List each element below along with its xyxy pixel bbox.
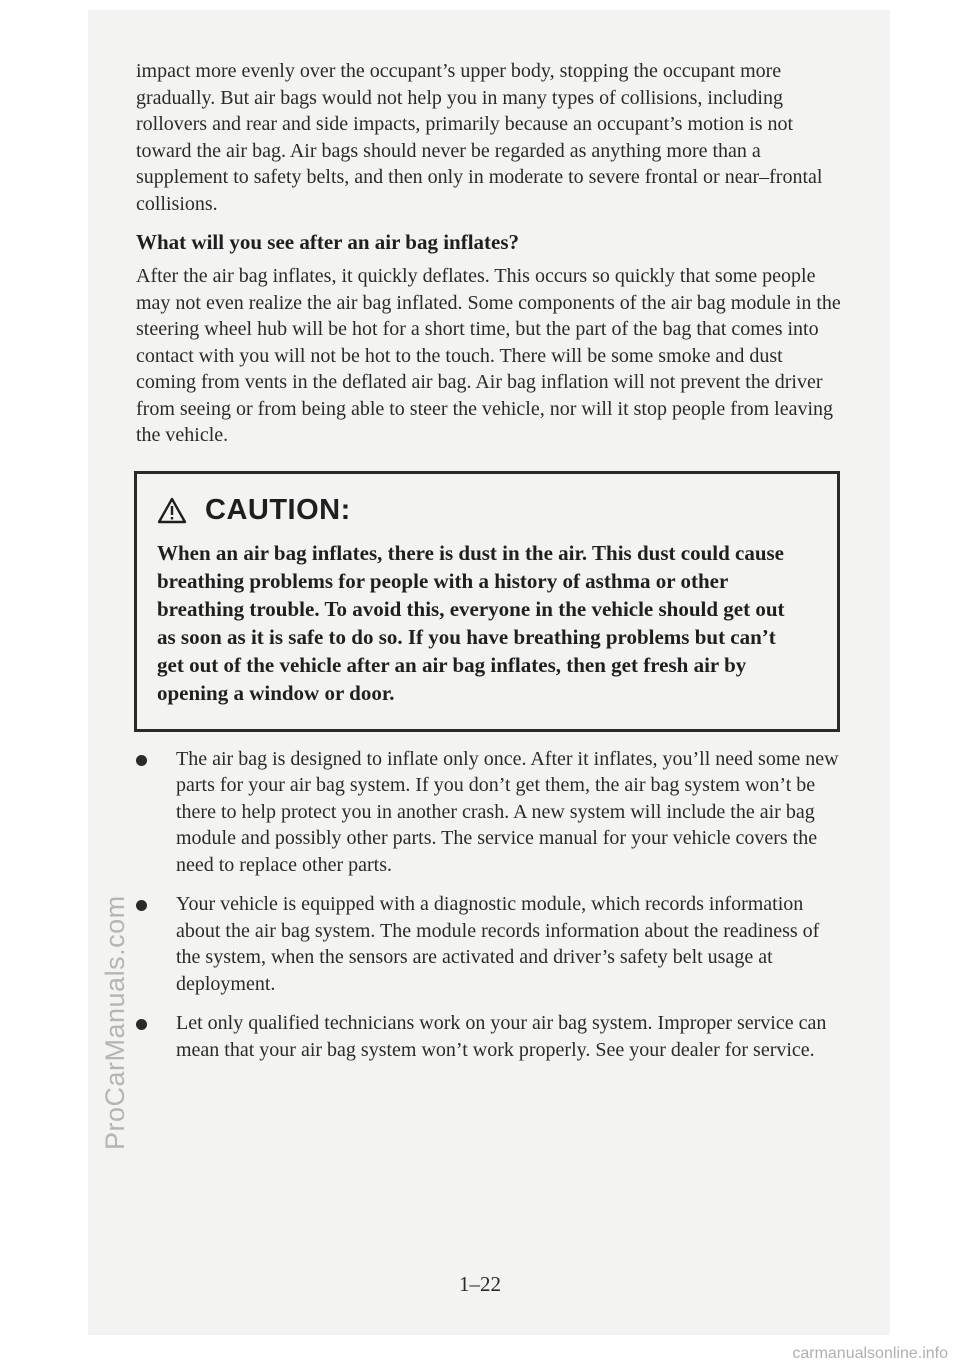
warning-triangle-icon xyxy=(157,497,187,524)
list-item-text: The air bag is designed to inflate only once. After it inflates, you’ll need some new parts for your air bag system. If you don’t get them, the air bag system won’t be there to help protect you in another crash. A new system will include the air bag module and possibly other parts. The service manual for your vehicle covers the need to replace other parts. xyxy=(176,747,839,876)
section-heading: What will you see after an air bag inflates? xyxy=(136,230,520,254)
side-watermark-text: ProCarManuals.com xyxy=(100,895,130,1150)
bullet-list xyxy=(136,746,846,1064)
intro-paragraph: impact more evenly over the occupant’s upper body, stopping the occupant more gradually. But air bags would not help you in many types of collisions, including rollovers and rear and side impacts, primarily because an occupant’s motion is not toward the air bag. Air bags should never be regarded as anything more than a supplement to safety belts, and then only in moderate to severe frontal or near–frontal collisions. xyxy=(136,60,823,215)
caution-box xyxy=(134,471,840,732)
bullet-icon xyxy=(136,1019,147,1030)
section-paragraph: After the air bag inflates, it quickly deflates. This occurs so quickly that some people may not even realize the air bag inflated. Some components of the air bag module in the steering wheel hub will be hot for a short time, but the part of the bag that comes into contact with you will not be hot to the touch. There will be some smoke and dust coming from vents in the deflated air bag. Air bag inflation will not prevent the driver from seeing or from being able to steer the vehicle, nor will it stop people from leaving the vehicle. xyxy=(136,265,841,446)
list-item xyxy=(136,746,846,879)
bullet-icon xyxy=(136,900,147,911)
page-number: 1–22 xyxy=(459,1272,501,1296)
caution-header xyxy=(157,494,807,527)
caution-title: CAUTION: xyxy=(205,493,351,526)
list-item-text: Your vehicle is equipped with a diagnostic module, which records information about the air bag system. The module records information about the readiness of the system, when the sensors are activated and driver’s safety belt usage at deployment. xyxy=(176,893,820,995)
list-item-text: Let only qualified technicians work on your air bag system. Improper service can mean that your air bag system won’t work properly. See your dealer for service. xyxy=(176,1012,827,1061)
page-content xyxy=(136,58,846,1076)
footer-watermark[interactable]: carmanualsonline.info xyxy=(792,1345,948,1362)
caution-text: When an air bag inflates, there is dust in the air. This dust could cause breathing problems for people with a history of asthma or other breathing trouble. To avoid this, everyone in the vehicle should get out as soon as it is safe to do so. If you have breathing problems but can’t get out of the vehicle after an air bag inflates, then get fresh air by opening a window or door. xyxy=(157,540,785,705)
bullet-icon xyxy=(136,755,147,766)
list-item xyxy=(136,891,846,997)
list-item xyxy=(136,1010,846,1063)
